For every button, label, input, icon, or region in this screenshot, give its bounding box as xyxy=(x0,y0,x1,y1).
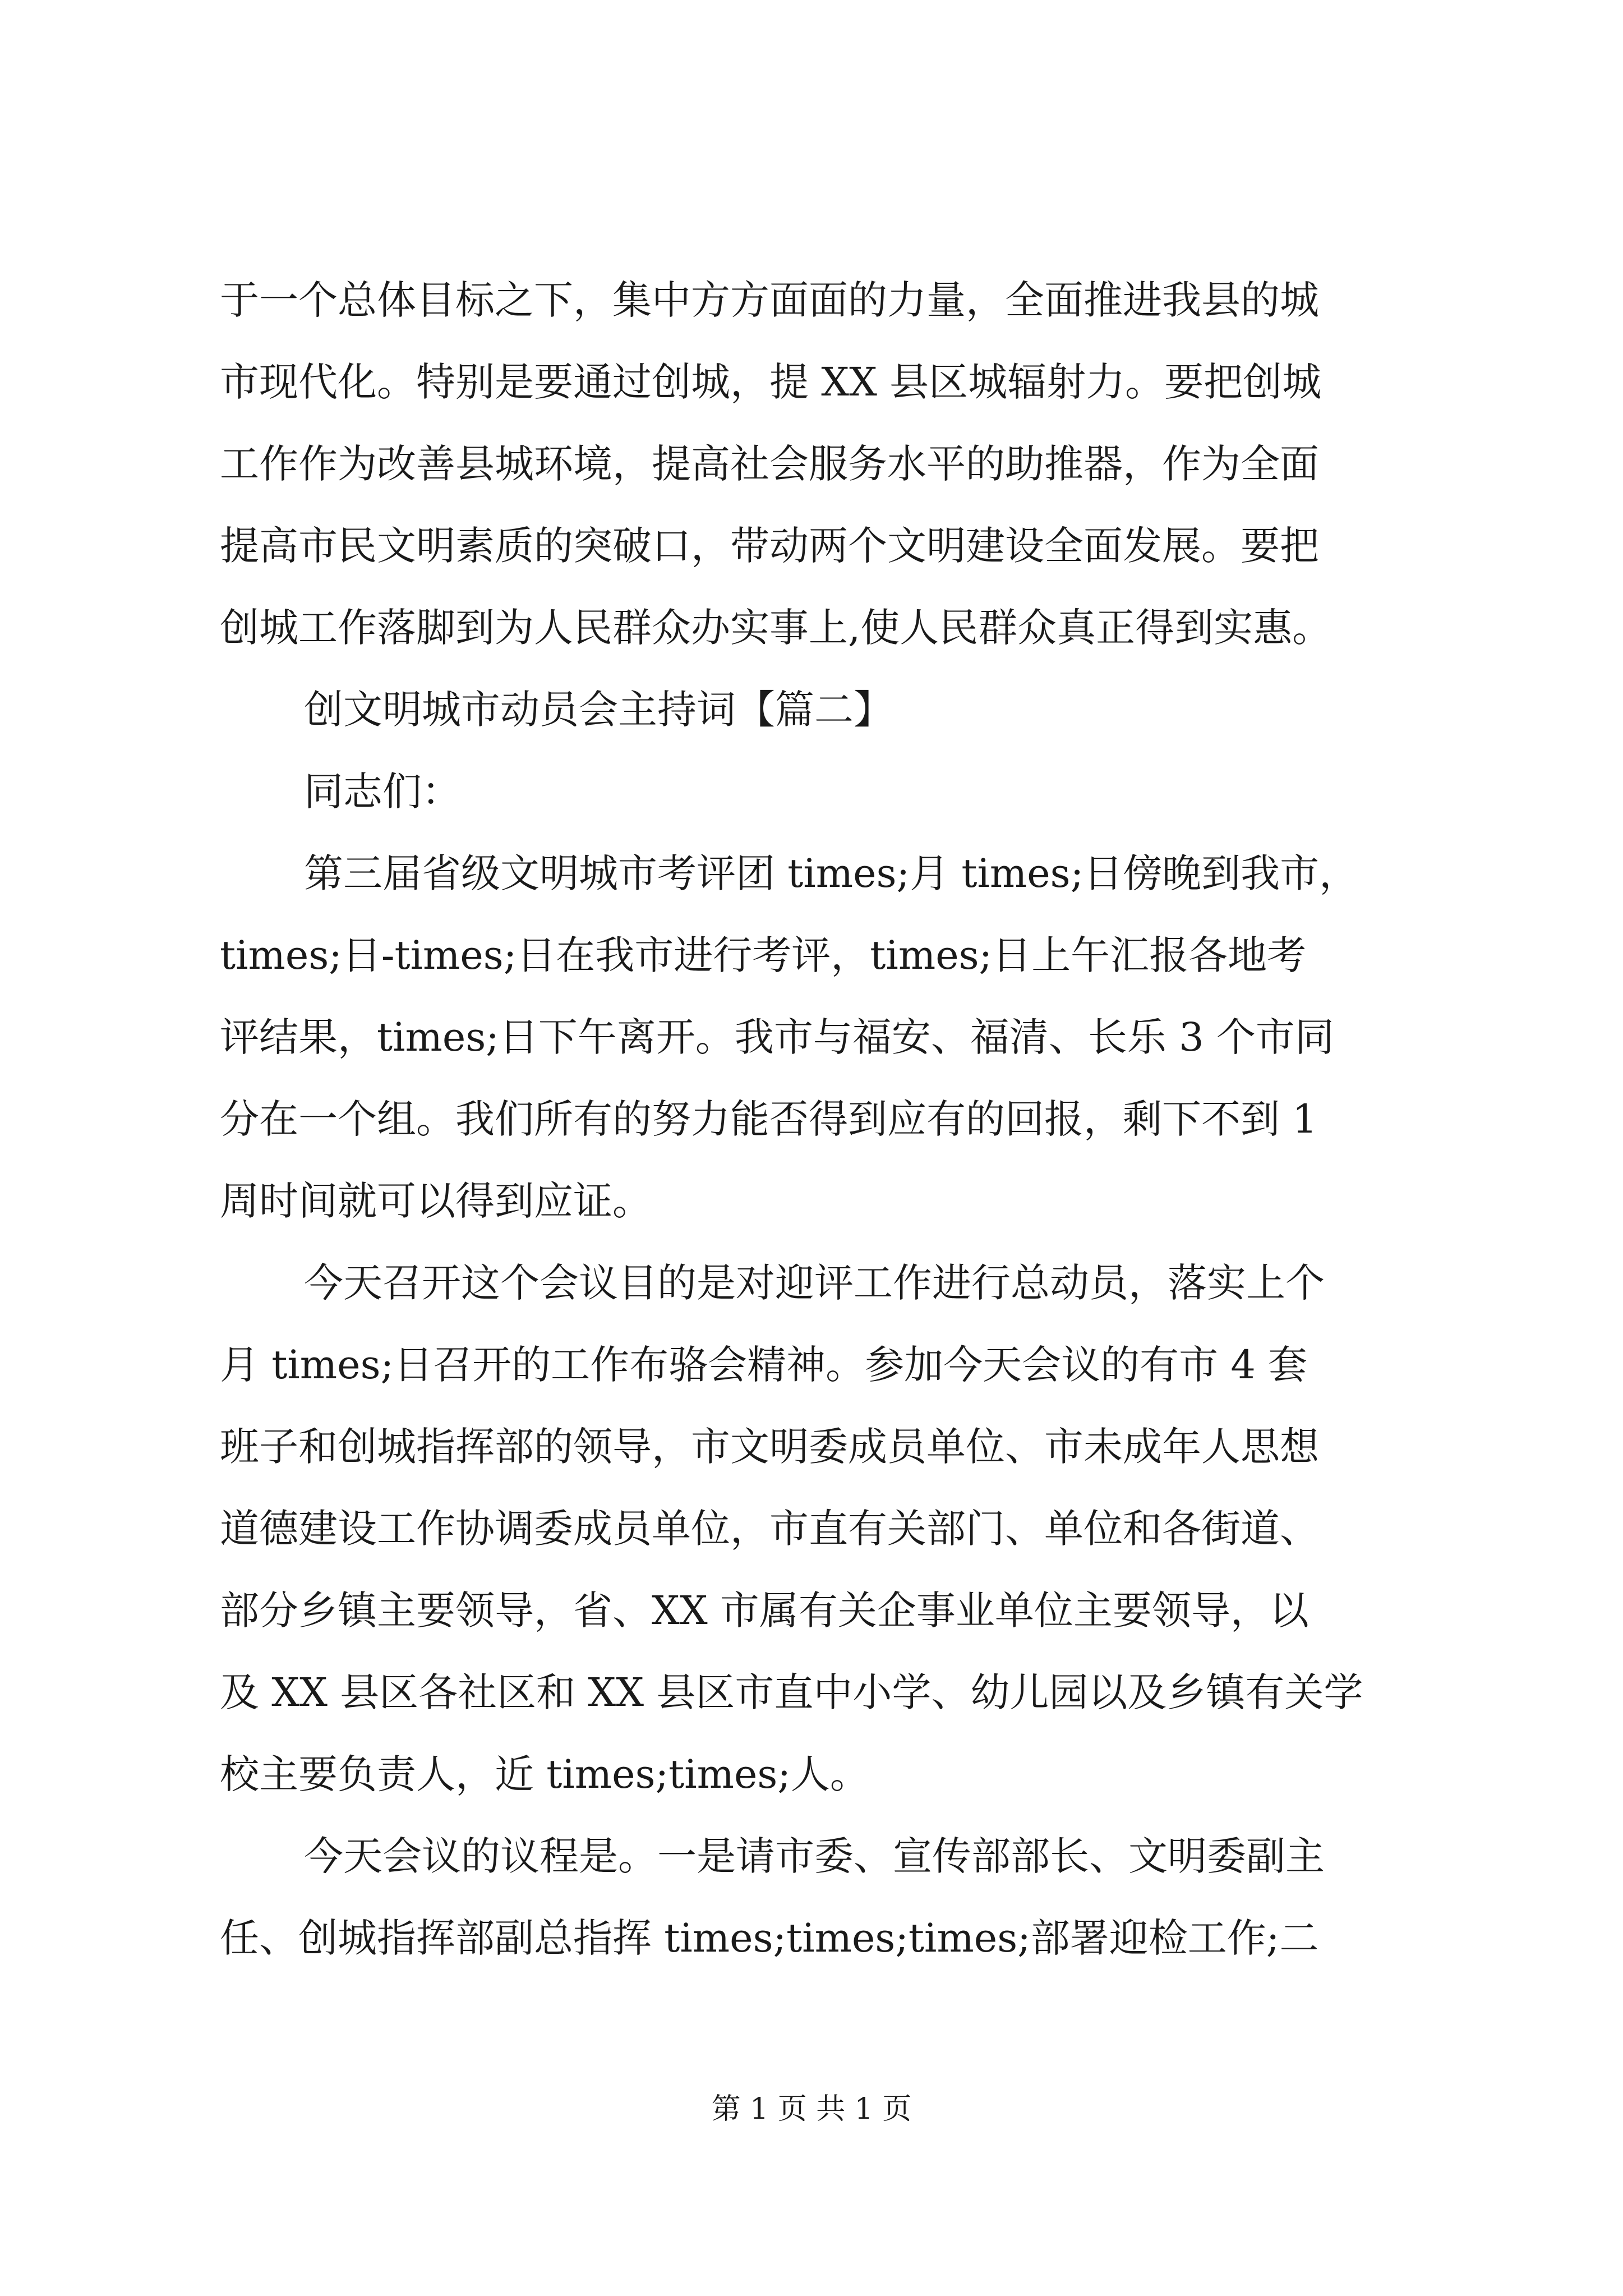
text-line: 分在一个组。我们所有的努力能否得到应有的回报，剩下不到 1 xyxy=(220,1096,1317,1142)
text-line: 今天会议的议程是。一是请市委、宣传部部长、文明委副主 xyxy=(304,1833,1325,1879)
text-line: 提高市民文明素质的突破口，带动两个文明建设全面发展。要把 xyxy=(220,523,1319,569)
text-line: 工作作为改善县城环境，提高社会服务水平的助推器，作为全面 xyxy=(220,441,1319,487)
text-line: 评结果，times;日下午离开。我市与福安、福清、长乐 3 个市同 xyxy=(220,1014,1334,1060)
text-line: 班子和创城指挥部的领导，市文明委成员单位、市未成年人思想 xyxy=(220,1424,1319,1470)
text-line: 市现代化。特别是要通过创城，提 XX 县区城辐射力。要把创城 xyxy=(220,359,1322,405)
text-line: 校主要负责人，近 times;times;人。 xyxy=(220,1751,869,1797)
text-line: 任、创城指挥部副总指挥 times;times;times;部署迎检工作;二 xyxy=(220,1915,1319,1961)
text-line: 及 XX 县区各社区和 XX 县区市直中小学、幼儿园以及乡镇有关学 xyxy=(220,1669,1363,1715)
text-line: 今天召开这个会议目的是对迎评工作进行总动员，落实上个 xyxy=(304,1260,1325,1306)
section-heading: 创文明城市动员会主持词【篇二】 xyxy=(304,687,893,733)
text-line: 第三届省级文明城市考评团 times;月 times;日傍晚到我市， xyxy=(304,850,1359,896)
text-line: 周时间就可以得到应证。 xyxy=(220,1178,652,1224)
text-line: times;日-times;日在我市进行考评，times;日上午汇报各地考 xyxy=(220,932,1307,978)
text-line: 月 times;日召开的工作布骆会精神。参加今天会议的有市 4 套 xyxy=(220,1342,1308,1388)
text-line: 于一个总体目标之下，集中方方面面的力量，全面推进我县的城 xyxy=(220,277,1319,323)
text-line: 部分乡镇主要领导，省、XX 市属有关企事业单位主要领导，以 xyxy=(220,1588,1309,1634)
page-number-footer: 第 1 页 共 1 页 xyxy=(711,2092,912,2126)
text-line: 道德建设工作协调委成员单位，市直有关部门、单位和各街道、 xyxy=(220,1506,1319,1552)
text-line: 创城工作落脚到为人民群众办实事上,使人民群众真正得到实惠。 xyxy=(220,605,1332,651)
document-body xyxy=(220,259,1420,1979)
salutation: 同志们： xyxy=(304,769,461,815)
